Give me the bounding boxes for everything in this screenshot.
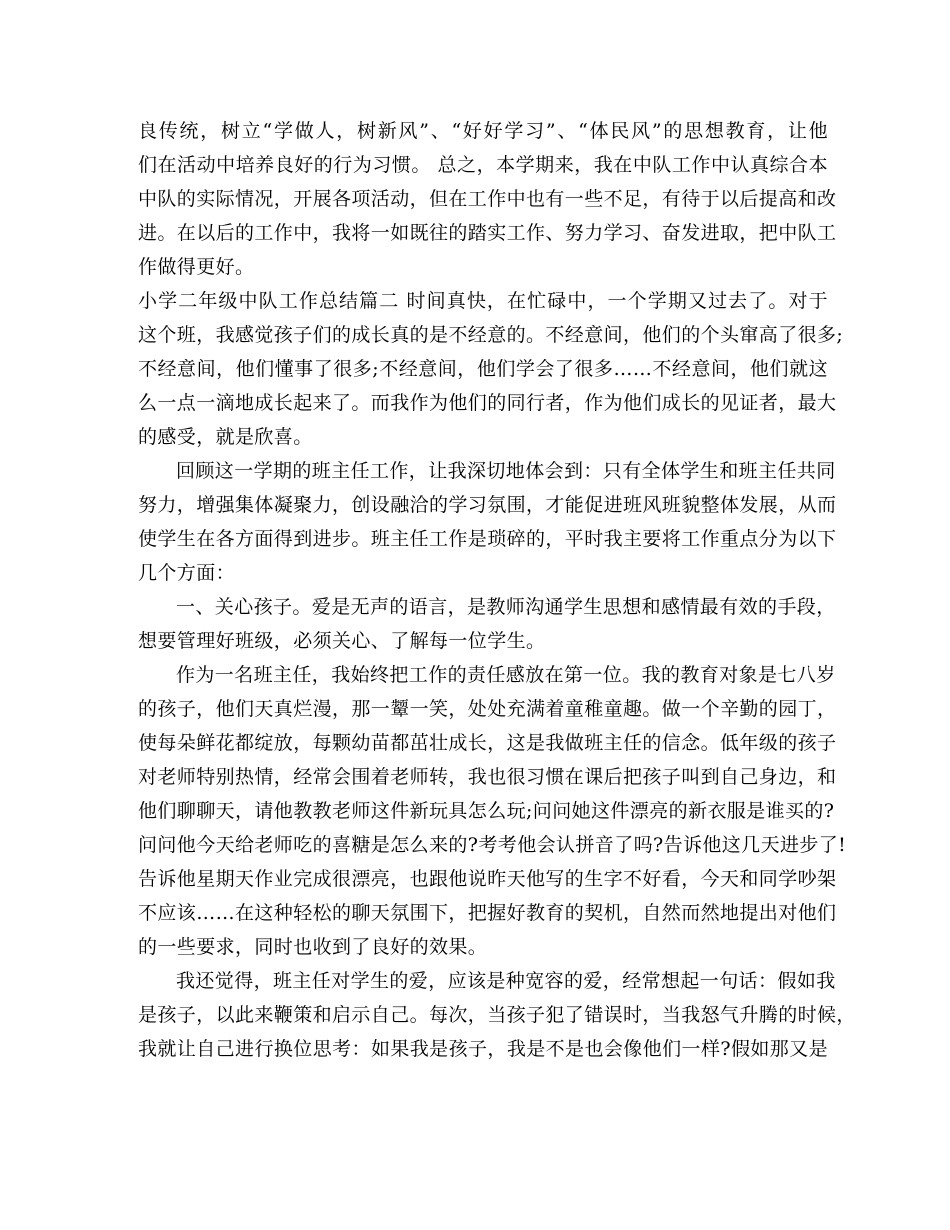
text-line: 进。在以后的工作中，我将一如既往的踏实工作、努力学习、奋发进取，把中队工: [138, 222, 837, 244]
paragraph-first-line: 回顾这一学期的班主任工作，让我深切地体会到：只有全体学生和班主任共同: [176, 460, 836, 482]
text-line: 告诉他星期天作业完成很漂亮，也跟他说昨天他写的生字不好看，今天和同学吵架: [138, 868, 837, 890]
text-line: 的感受，就是欣喜。: [138, 426, 313, 448]
text-line: 他们聊聊天，请他教教老师这件新玩具怎么玩;问问她这件漂亮的新衣服是谁买的?: [138, 800, 835, 822]
text-line: 几个方面：: [138, 562, 236, 584]
text-line: 这个班，我感觉孩子们的成长真的是不经意的。不经意间，他们的个头窜高了很多;: [138, 324, 844, 346]
section-heading-line: 小学二年级中队工作总结篇二 时间真快，在忙碌中，一个学期又过去了。对于: [138, 290, 828, 312]
text-line: 的一些要求，同时也收到了良好的效果。: [138, 936, 488, 958]
text-line: 么一点一滴地成长起来了。而我作为他们的同行者，作为他们成长的见证者，最大: [138, 392, 837, 414]
text-line: 努力，增强集体凝聚力，创设融洽的学习氛围，才能促进班风班貌整体发展，从而: [138, 494, 837, 516]
text-line: 的孩子，他们天真烂漫，那一颦一笑，处处充满着童稚童趣。做一个辛勤的园丁，: [138, 698, 837, 720]
text-line: 们在活动中培养良好的行为习惯。 总之，本学期来，我在中队工作中认真综合本: [138, 154, 828, 176]
text-line: 不应该……在这种轻松的聊天氛围下，把握好教育的契机，自然而然地提出对他们: [138, 902, 837, 924]
text-line: 使每朵鲜花都绽放，每颗幼苗都茁壮成长，这是我做班主任的信念。低年级的孩子: [138, 732, 837, 754]
paragraph-first-line: 一、关心孩子。爱是无声的语言，是教师沟通学生思想和感情最有效的手段，: [176, 596, 836, 618]
text-line: 作做得更好。: [138, 256, 255, 278]
text-line: 我就让自己进行换位思考：如果我是孩子，我是不是也会像他们一样?假如那又是: [138, 1038, 828, 1060]
paragraph-first-line: 我还觉得，班主任对学生的爱，应该是种宽容的爱，经常想起一句话：假如我: [176, 970, 836, 992]
text-line: 对老师特别热情，经常会围着老师转，我也很习惯在课后把孩子叫到自己身边，和: [138, 766, 837, 788]
text-line: 问问他今天给老师吃的喜糖是怎么来的?考考他会认拼音了吗?告诉他这几天进步了!: [138, 834, 847, 856]
text-line: 中队的实际情况，开展各项活动，但在工作中也有一些不足，有待于以后提高和改: [138, 188, 837, 210]
paragraph-first-line: 作为一名班主任，我始终把工作的责任感放在第一位。我的教育对象是七八岁: [176, 664, 836, 686]
text-line: 想要管理好班级，必须关心、了解每一位学生。: [138, 630, 546, 652]
text-line: 使学生在各方面得到进步。班主任工作是琐碎的，平时我主要将工作重点分为以下: [138, 528, 837, 550]
text-line: 良传统，树立“学做人，树新风”、“好好学习”、“体民风”的思想教育，让他: [138, 120, 828, 142]
text-line: 是孩子，以此来鞭策和启示自己。每次，当孩子犯了错误时，当我怒气升腾的时候，: [138, 1004, 856, 1026]
text-line: 不经意间，他们懂事了很多;不经意间，他们学会了很多……不经意间，他们就这: [138, 358, 828, 380]
